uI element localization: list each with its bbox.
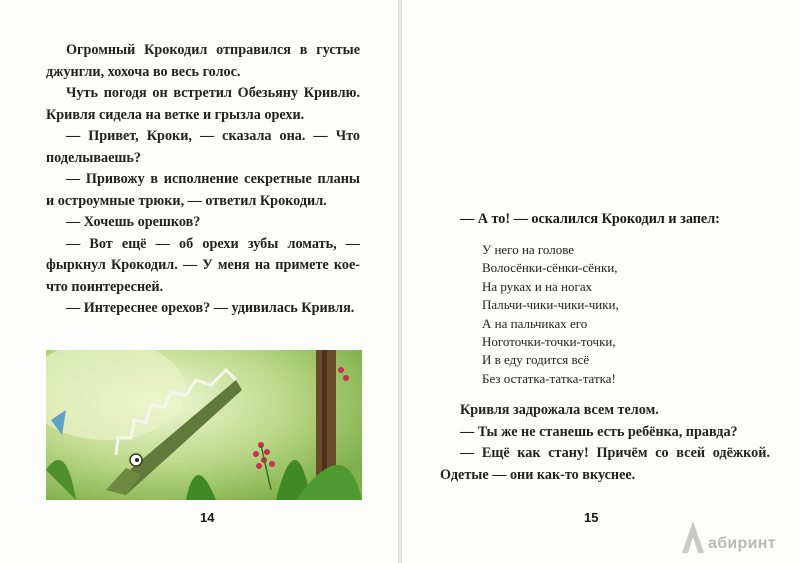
poem-line: И в еду годится всё: [482, 352, 590, 368]
song-lyrics: [482, 241, 762, 388]
paragraph: Огромный Крокодил отправился в густые джунгли, хохоча во весь голос.: [46, 42, 360, 80]
poem-line: Волосёнки-сёнки-сёнки,: [482, 260, 618, 276]
left-page-text: [46, 40, 360, 320]
labirint-logo-icon: [678, 517, 708, 557]
paragraph: Чуть погодя он встретил Обезьяну Кривлю. Кривля сидела на ветке и грызла орехи.: [46, 85, 360, 123]
right-page-text: [440, 400, 770, 486]
paragraph: — Ты же не станешь есть ребёнка, правда?: [460, 423, 738, 440]
paragraph: Кривля задрожала всем телом.: [460, 402, 659, 418]
paragraph: — Привет, Кроки, — сказала она. — Что поделываешь?: [46, 128, 360, 166]
crocodile-illustration: [46, 350, 362, 500]
left-page: [0, 0, 398, 563]
poem-line: А на пальчиках его: [482, 315, 588, 331]
page-number: 15: [584, 510, 599, 525]
paragraph: — Интереснее орехов? — удивилась Кривля.: [66, 300, 355, 316]
song-intro: — А то! — оскалился Крокодил и запел:: [460, 211, 720, 227]
labirint-watermark: [678, 517, 796, 557]
paragraph: — Вот ещё — об орехи зубы ломать, — фыркнул Крокодил. — У меня на примете кое-что поинтересней.: [46, 235, 360, 295]
poem-line: На руках и на ногах: [482, 278, 593, 294]
paragraph: — Хочешь орешков?: [66, 214, 201, 230]
poem-line: Без остатка-татка-татка!: [482, 370, 616, 386]
paragraph: — Привожу в исполнение секретные планы и остроумные трюки, — ответил Крокодил.: [46, 171, 360, 209]
paragraph: — Ещё как стану! Причём со всей одёжкой. Одетые — они как-то вкуснее.: [440, 445, 770, 483]
poem-line: У него на голове: [482, 242, 575, 257]
poem-line: Ноготочки-точки-точки,: [482, 334, 616, 350]
right-page: [402, 0, 800, 563]
watermark-text: абиринт: [708, 535, 776, 552]
poem-line: Пальчи-чики-чики-чики,: [482, 297, 619, 313]
page-number: 14: [200, 510, 215, 525]
